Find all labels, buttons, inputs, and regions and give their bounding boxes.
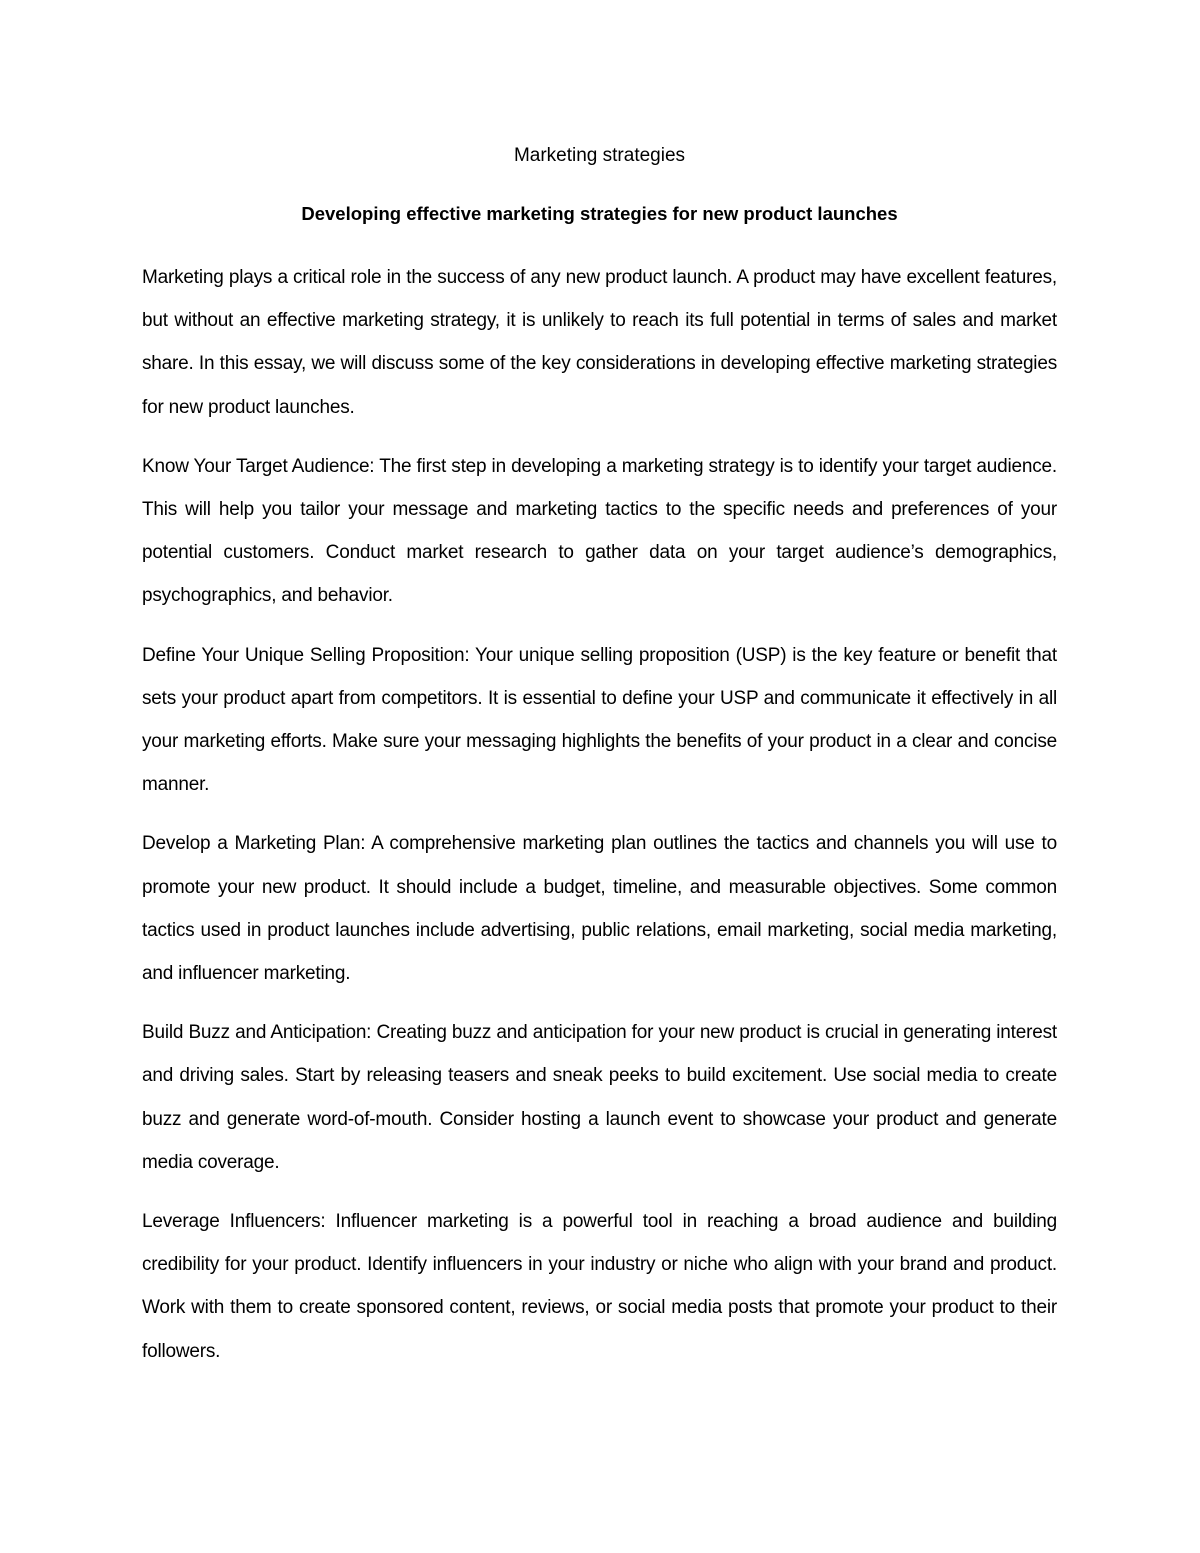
paragraph-influencers: Leverage Influencers: Influencer marketing is a powerful tool in reaching a broad audience and building credibility for your product. Identify influencers in your industry or niche who align with your brand and product. Work with them to create sponsored content, reviews, or social media posts that promote your product to their followers. bbox=[142, 1211, 1057, 1362]
paragraph-target-audience: Know Your Target Audience: The first step in developing a marketing strategy is to identify your target audience. This will help you tailor your message and marketing tactics to the specific needs and preferences of your potential customers. Conduct market research to gather data on your target audience’s demographics, psychographics, and behavior. bbox=[142, 455, 1057, 607]
paragraph-intro: Marketing plays a critical role in the success of any new product launch. A product may have excellent features, but without an effective marketing strategy, it is unlikely to reach its full potential in terms of sales and market share. In this essay, we will discuss some of the key considerations in developing effective marketing strategies for new product launches. bbox=[142, 267, 1057, 418]
paragraph-build-buzz: Build Buzz and Anticipation: Creating buzz and anticipation for your new product is crucial in generating interest and driving sales. Start by releasing teasers and sneak peeks to build excitement. Use social media to create buzz and generate word-of-mouth. Consider hosting a launch event to showcase your product and generate media coverage. bbox=[142, 1022, 1057, 1173]
document-subtitle: Developing effective marketing strategies for new product launches bbox=[301, 203, 898, 224]
paragraph-marketing-plan: Develop a Marketing Plan: A comprehensive marketing plan outlines the tactics and channels you will use to promote your new product. It should include a budget, timeline, and measurable objectives. Some common tactics used in product launches include advertising, public relations, email marketing, social media marketing, and influencer marketing. bbox=[142, 833, 1057, 985]
document-title: Marketing strategies bbox=[513, 145, 686, 166]
paragraph-usp: Define Your Unique Selling Proposition: Your unique selling proposition (USP) is the key feature or benefit that sets your product apart from competitors. It is essential to define your USP and communicate it effectively in all your marketing efforts. Make sure your messaging highlights the benefits of your product in a clear and concise manner. bbox=[142, 644, 1057, 796]
document-body bbox=[142, 140, 1057, 1389]
